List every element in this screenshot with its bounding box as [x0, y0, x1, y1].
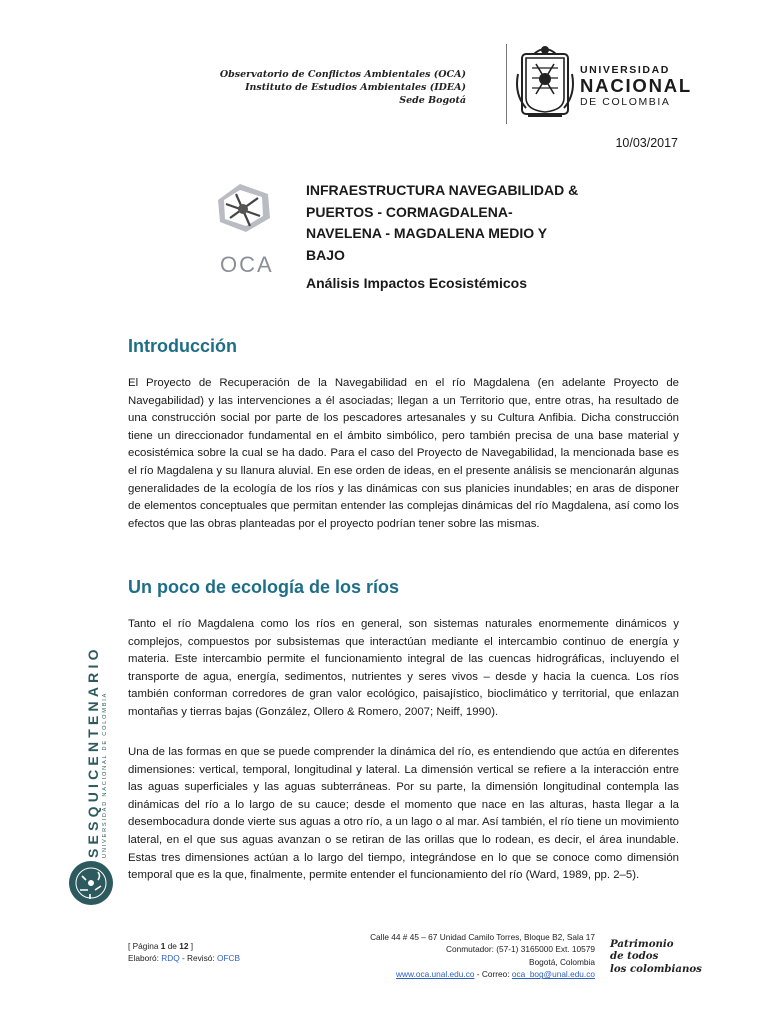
patrimonio-line1: Patrimonio — [610, 938, 674, 950]
ecology-paragraph-2: Una de las formas en que se puede comprender la dinámica del río, es entendiendo que actúa en diferentes dimensiones: vertical, temporal, longitudinal y lateral. La dimensión vertical se refiere a la interacción entre las aguas superficiales y las aguas subterráneas. Por su parte, la dimensión longitudinal contempla las dinámicas del río a lo largo de su cauce; desde el momento que nace en las alturas, hasta llegar a la desembocadura donde vierte sus aguas a otro río, a un lago o al mar. Así también, el río tiene un movimiento lateral, en el que sus aguas avanzan o se retiran de las orillas que lo rodean, es decir, el área inundable. Estas tres dimensiones actúan a lo largo del tiempo, integrándose en lo que se conoce como dimensión temporal que es la que, finalmente, permite entender el funcionamiento del río (Ward, 1989, pp. 2–5). — [128, 746, 679, 882]
website-link[interactable]: www.oca.unal.edu.co — [396, 969, 475, 980]
sesquicentenario-banner — [85, 645, 108, 858]
university-line1: UNIVERSIDAD — [580, 64, 670, 76]
contact-line — [315, 968, 595, 980]
document-subtitle: Análisis Impactos Ecosistémicos — [306, 275, 527, 291]
university-line3: DE COLOMBIA — [580, 96, 671, 108]
address-line3: Bogotá, Colombia — [529, 956, 595, 967]
elaboro-label: Elaboró: — [128, 953, 162, 964]
page-prefix: [ Página — [128, 941, 161, 951]
footer-page-info — [128, 940, 240, 965]
header-institution-block — [206, 68, 466, 107]
header-divider — [506, 44, 507, 124]
authorship-line — [128, 952, 240, 964]
email-link[interactable]: oca_bog@unal.edu.co — [511, 969, 595, 980]
title-line: PUERTOS - CORMAGDALENA- — [306, 203, 513, 220]
header-org-line3: Sede Bogotá — [399, 95, 466, 106]
ecology-heading: Un poco de ecología de los ríos — [128, 577, 400, 597]
address-line1: Calle 44 # 45 – 67 Unidad Camilo Torres, Bloque B2, Sala 17 — [370, 932, 595, 942]
oca-logo-icon — [210, 182, 276, 234]
address-line2: Conmutador: (57-1) 3165000 Ext. 10579 — [446, 944, 595, 955]
page-middle: de — [165, 941, 180, 951]
patrimonio-slogan — [610, 938, 702, 975]
reviso-value: OFCB — [217, 953, 241, 964]
page-suffix: ] — [188, 941, 194, 951]
sidebar-title: SESQUICENTENARIO — [85, 645, 101, 858]
page-indicator — [128, 940, 240, 952]
sidebar-subtitle: UNIVERSIDAD NACIONAL DE COLOMBIA — [102, 691, 108, 858]
university-line2: NACIONAL — [580, 75, 693, 96]
university-seal-icon — [514, 44, 576, 122]
title-line: INFRAESTRUCTURA NAVEGABILIDAD & — [306, 182, 579, 198]
sesquicentenario-emblem-icon — [68, 860, 114, 906]
page-total: 12 — [179, 941, 189, 951]
patrimonio-line3: los colombianos — [610, 962, 702, 975]
elaboro-value: RDQ — [161, 953, 180, 964]
university-wordmark — [580, 64, 692, 108]
oca-logo-text: OCA — [220, 252, 274, 277]
title-line: BAJO — [306, 246, 345, 263]
document-date: 10/03/2017 — [615, 136, 678, 150]
reviso-label: - Revisó: — [179, 953, 218, 964]
header-org-line2: Instituto de Estudios Ambientales (IDEA) — [245, 82, 466, 93]
patrimonio-line2: de todos — [610, 950, 659, 963]
email-label: - Correo: — [474, 969, 512, 980]
intro-heading: Introducción — [128, 336, 237, 356]
page-number: 1 — [160, 941, 166, 951]
document-title — [306, 180, 596, 266]
intro-paragraph: El Proyecto de Recuperación de la Navegabilidad en el río Magdalena (en adelante Proyecto de Navegabilidad) y las intervenciones a él asociadas; llegan a un Territorio que, entre otras, ha resultado de una construcción social por parte de los pescadores artesanales y su Cultura Anfibia. Dicha construcción tiene un direccionador fundamental en el ámbito simbólico, pero también precisa de una base material y ecosistémica sobre la cual se ha dado. Para el caso del Proyecto de Navegabilidad, la mencionada base es el río Magdalena y su llanura aluvial. En ese orden de ideas, en el presente análisis se mencionarán algunas generalidades de la ecología de los ríos y las dinámicas con sus planicies inundables; en aras de disponer de elementos conceptuales que permitan entender las complejas dinámicas del río Magdalena, así como los efectos que las obras planteadas por el proyecto podrían tener sobre las mismas. — [128, 377, 679, 530]
ecology-paragraph-1: Tanto el río Magdalena como los ríos en general, son sistemas naturales enormemente dinámicos y complejos, compuestos por subsistemas que interactúan mediante el intercambio continuo de energía y materia. Este intercambio permite el funcionamiento integral de las cuencas hidrográficas, incluyendo el transporte de agua, energía, sedimentos, nutrientes y seres vivos – desde y hacia la cuenca. Los ríos también conforman corredores de gran valor ecológico, paisajístico, bioclimático y territorial, que enlazan montañas y tierras bajas (González, Ollero & Romero, 2007; Neiff, 1990). — [128, 618, 679, 718]
header-org-line1: Observatorio de Conflictos Ambientales (OCA) — [219, 69, 466, 80]
footer-address-block — [315, 931, 595, 981]
title-line: NAVELENA - MAGDALENA MEDIO Y — [306, 225, 548, 241]
